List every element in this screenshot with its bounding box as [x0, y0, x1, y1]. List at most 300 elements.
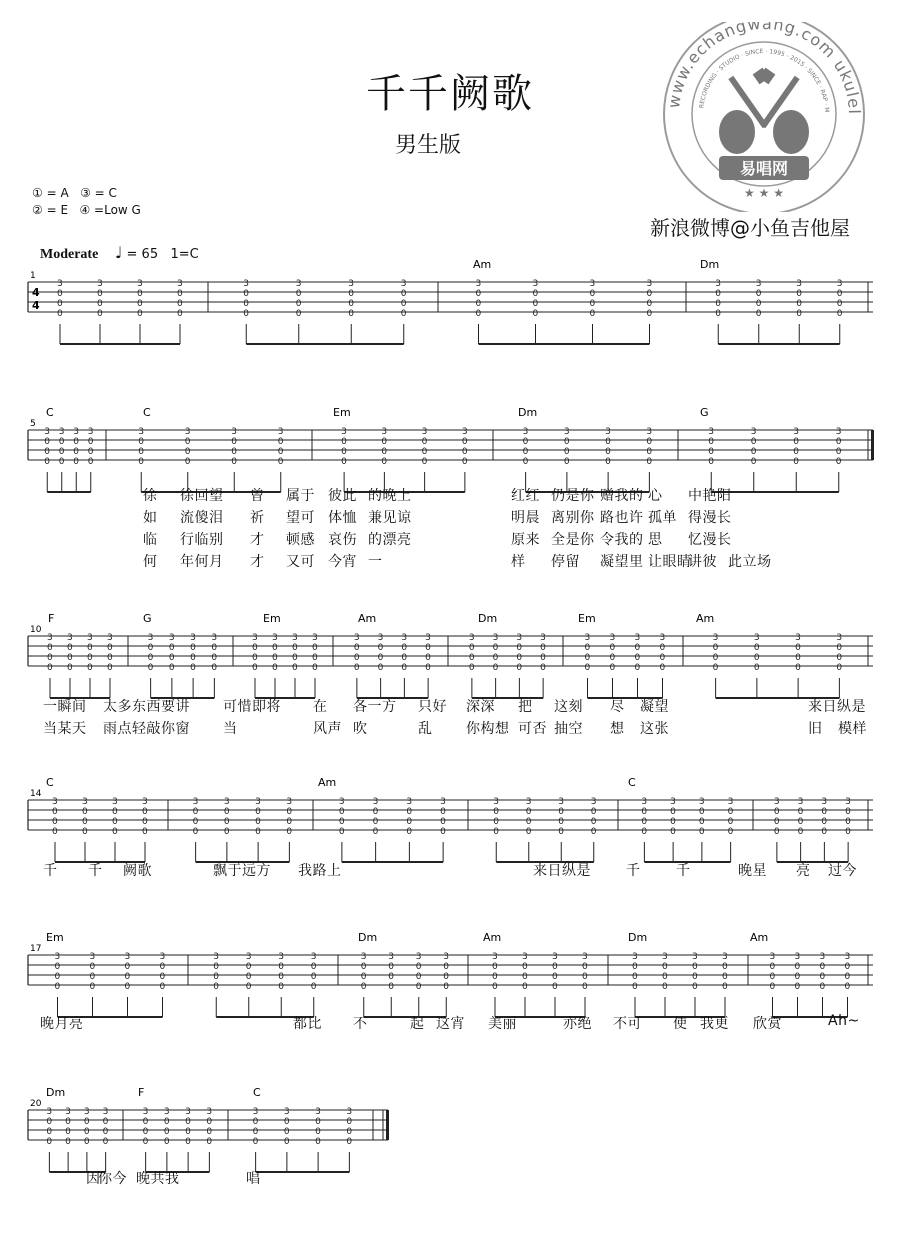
fret-number: 3 — [796, 279, 802, 289]
lyric-word: 忆漫长 — [688, 532, 732, 548]
fret-number: 0 — [348, 299, 354, 309]
fret-number: 0 — [255, 817, 261, 827]
fret-number: 0 — [177, 309, 183, 319]
fret-number: 0 — [185, 1127, 191, 1137]
fret-number: 0 — [835, 437, 842, 447]
fret-number: 0 — [821, 817, 828, 827]
fret-number: 0 — [245, 982, 252, 992]
fret-number: 0 — [605, 447, 611, 457]
fret-number: 0 — [184, 447, 191, 457]
lyric-word: 尽 — [610, 699, 625, 715]
fret-number: 0 — [58, 437, 65, 447]
fret-number: 3 — [52, 797, 58, 807]
fret-number: 0 — [338, 827, 345, 837]
fret-number: 3 — [552, 952, 558, 962]
fret-number: 0 — [310, 982, 317, 992]
fret-number: 0 — [381, 447, 388, 457]
tempo-bpm: = 65 — [126, 247, 159, 262]
tempo-label: Moderate — [40, 247, 99, 262]
fret-number: 3 — [159, 952, 166, 962]
fret-number: 0 — [836, 299, 843, 309]
lyric-word: 我路上 — [298, 863, 342, 879]
fret-number: 0 — [315, 1127, 321, 1137]
fret-number: 3 — [819, 952, 826, 962]
fret-number: 3 — [107, 633, 113, 643]
fret-number: 3 — [97, 279, 103, 289]
lyric-word: 赠我的 — [600, 488, 644, 504]
fret-number: 3 — [213, 952, 219, 962]
fret-number: 0 — [662, 972, 668, 982]
chord-name-Dm: Dm — [358, 931, 378, 944]
fret-number: 3 — [443, 952, 449, 962]
fret-number: 0 — [65, 1117, 71, 1127]
fret-number: 0 — [73, 457, 79, 467]
fret-number: 3 — [348, 279, 354, 289]
lyric-word: 又可 — [286, 554, 315, 570]
fret-number: 0 — [124, 972, 131, 982]
fret-number: 0 — [315, 1117, 321, 1127]
chord-name-Am: Am — [473, 258, 492, 271]
fret-number: 0 — [147, 653, 154, 663]
fret-number: 0 — [138, 447, 144, 457]
fret-number: 0 — [821, 807, 828, 817]
fret-number: 0 — [348, 289, 354, 299]
fret-number: 0 — [206, 1137, 213, 1147]
fret-number: 0 — [632, 972, 638, 982]
fret-number: 0 — [493, 817, 499, 827]
fret-number: 0 — [168, 643, 175, 653]
lyric-word: 使 — [673, 1016, 688, 1032]
fret-number: 3 — [493, 797, 499, 807]
fret-number: 0 — [292, 653, 298, 663]
fret-number: 3 — [632, 952, 638, 962]
fret-number: 3 — [558, 797, 564, 807]
fret-number: 0 — [292, 663, 298, 673]
lyric-word: 旧 — [808, 721, 823, 737]
lyric-word: 曾 — [250, 488, 265, 504]
fret-number: 0 — [492, 982, 498, 992]
fret-number: 3 — [794, 952, 801, 962]
fret-number: 0 — [605, 457, 611, 467]
fret-number: 0 — [341, 457, 347, 467]
fret-number: 0 — [57, 289, 63, 299]
lyric-word: 中艳阳 — [688, 488, 732, 504]
chord-name-C: C — [46, 406, 54, 419]
fret-number: 0 — [252, 643, 258, 653]
fret-number: 3 — [715, 279, 721, 289]
fret-number: 3 — [755, 279, 762, 289]
tab-system-14 — [28, 770, 873, 940]
fret-number: 3 — [492, 952, 498, 962]
fret-number: 0 — [796, 309, 802, 319]
fret-number: 3 — [406, 797, 413, 807]
fret-number: 0 — [845, 827, 851, 837]
fret-number: 0 — [190, 663, 196, 673]
fret-number: 0 — [584, 663, 591, 673]
chord-name-Am: Am — [483, 931, 502, 944]
fret-number: 0 — [184, 437, 191, 447]
lyric-word: 晚月亮 — [40, 1016, 84, 1032]
fret-number: 0 — [46, 1117, 53, 1127]
fret-number: 0 — [58, 457, 65, 467]
fret-number: 3 — [662, 952, 668, 962]
fret-number: 3 — [252, 633, 258, 643]
fret-number: 0 — [589, 309, 596, 319]
fret-number: 0 — [192, 817, 199, 827]
fret-number: 0 — [338, 817, 345, 827]
fret-number: 0 — [243, 299, 249, 309]
fret-number: 0 — [89, 962, 96, 972]
fret-number: 0 — [338, 807, 345, 817]
fret-number: 0 — [641, 817, 648, 827]
fret-number: 0 — [468, 663, 475, 673]
fret-number: 0 — [295, 299, 302, 309]
fret-number: 3 — [163, 1107, 170, 1117]
fret-number: 0 — [278, 972, 284, 982]
fret-number: 0 — [836, 653, 843, 663]
fret-number: 0 — [252, 653, 258, 663]
fret-number: 0 — [243, 289, 249, 299]
fret-number: 0 — [492, 972, 498, 982]
fret-number: 0 — [211, 653, 218, 663]
fret-number: 0 — [493, 807, 499, 817]
measure-number: 20 — [30, 1099, 42, 1109]
fret-number: 0 — [750, 457, 757, 467]
fret-number: 0 — [722, 982, 728, 992]
fret-number: 3 — [845, 797, 851, 807]
fret-number: 0 — [54, 972, 61, 982]
logo-url: www.echangwang.com ukulel — [664, 22, 865, 116]
fret-number: 3 — [65, 1107, 71, 1117]
fret-number: 0 — [632, 962, 638, 972]
fret-number: 0 — [47, 643, 53, 653]
fret-number: 0 — [634, 643, 641, 653]
fret-number: 0 — [796, 289, 802, 299]
fret-number: 0 — [87, 437, 94, 447]
staff-svg — [28, 1080, 398, 1250]
tab-system-1 — [28, 252, 873, 422]
fret-number: 3 — [522, 427, 529, 437]
fret-number: 0 — [836, 289, 843, 299]
lyric-word: 兼见谅 — [368, 510, 412, 526]
fret-number: 3 — [522, 952, 528, 962]
fret-number: 0 — [516, 643, 523, 653]
lyric-word: 来日纵是 — [808, 699, 866, 715]
fret-number: 0 — [277, 447, 284, 457]
fret-number: 0 — [377, 653, 384, 663]
fret-number: 0 — [47, 653, 53, 663]
fret-number: 0 — [292, 643, 298, 653]
fret-number: 0 — [142, 1117, 149, 1127]
fret-number: 0 — [57, 309, 63, 319]
fret-number: 0 — [632, 982, 638, 992]
fret-number: 0 — [58, 447, 65, 457]
lyric-word: 你今 — [98, 1171, 127, 1187]
final-barline — [386, 1110, 389, 1140]
fret-number: 0 — [795, 653, 801, 663]
fret-number: 0 — [381, 437, 388, 447]
chord-name-Dm: Dm — [46, 1086, 66, 1099]
lyric-word: 亦绝 — [563, 1016, 592, 1032]
fret-number: 0 — [278, 962, 284, 972]
fret-number: 0 — [142, 827, 148, 837]
fret-number: 3 — [836, 633, 843, 643]
fret-number: 0 — [609, 663, 616, 673]
fret-number: 0 — [582, 982, 588, 992]
fret-number: 3 — [400, 279, 407, 289]
lyric-word: 吹 — [353, 721, 368, 737]
fret-number: 0 — [231, 437, 237, 447]
chord-name-Dm: Dm — [700, 258, 720, 271]
chord-name-Am: Am — [750, 931, 769, 944]
fret-number: 3 — [353, 633, 360, 643]
fret-number: 0 — [213, 982, 219, 992]
fret-number: 0 — [192, 807, 199, 817]
fret-number: 0 — [794, 972, 801, 982]
fret-number: 0 — [231, 447, 237, 457]
fret-number: 3 — [750, 427, 757, 437]
fret-number: 0 — [590, 807, 597, 817]
fret-number: 0 — [563, 457, 570, 467]
lyric-word: 此立场 — [728, 554, 772, 570]
fret-number: 3 — [634, 633, 641, 643]
fret-number: 0 — [796, 299, 802, 309]
lyric-word: 流傻泪 — [180, 510, 224, 526]
fret-number: 0 — [708, 437, 714, 447]
fret-number: 0 — [147, 663, 154, 673]
fret-number: 0 — [443, 962, 449, 972]
fret-number: 0 — [46, 1127, 53, 1137]
fret-number: 3 — [245, 952, 252, 962]
fret-number: 0 — [190, 643, 196, 653]
fret-number: 0 — [522, 972, 528, 982]
fret-number: 0 — [138, 437, 144, 447]
fret-number: 0 — [255, 807, 261, 817]
fret-number: 0 — [67, 643, 73, 653]
fret-number: 0 — [589, 289, 596, 299]
fret-number: 0 — [584, 643, 591, 653]
fret-number: 0 — [563, 447, 570, 457]
fret-number: 0 — [97, 309, 103, 319]
fret-number: 0 — [753, 643, 760, 653]
fret-number: 0 — [836, 309, 843, 319]
fret-number: 0 — [516, 663, 523, 673]
fret-number: 0 — [769, 982, 776, 992]
fret-number: 0 — [401, 643, 408, 653]
fret-number: 0 — [272, 663, 278, 673]
lyric-word: 这张 — [640, 721, 669, 737]
fret-number: 0 — [54, 962, 61, 972]
fret-number: 0 — [659, 643, 666, 653]
fret-number: 3 — [243, 279, 249, 289]
chord-name-F: F — [48, 612, 55, 625]
fret-number: 0 — [372, 807, 379, 817]
fret-number: 0 — [406, 827, 413, 837]
fret-number: 0 — [82, 817, 88, 827]
fret-number: 0 — [522, 457, 529, 467]
echangwang-logo — [655, 22, 873, 212]
lyric-word: 哀伤 — [328, 532, 357, 548]
fret-number: 0 — [493, 827, 499, 837]
fret-number: 0 — [401, 663, 408, 673]
final-barline — [871, 430, 874, 460]
lyric-word: 都比 — [293, 1016, 322, 1032]
fret-number: 0 — [552, 962, 558, 972]
lyric-word: 祈 — [250, 510, 265, 526]
lyric-word: 令我的 — [600, 532, 644, 548]
fret-number: 0 — [112, 817, 118, 827]
lyric-word: Ah~ — [828, 1013, 860, 1029]
fret-number: 0 — [844, 962, 851, 972]
fret-number: 0 — [243, 309, 249, 319]
logo-brand: 易唱网 — [739, 159, 789, 178]
lyric-word: 在 — [313, 699, 328, 715]
fret-number: 0 — [52, 817, 58, 827]
fret-number: 0 — [255, 827, 261, 837]
lyric-word: 千 — [676, 863, 691, 879]
tab-system-5 — [28, 400, 873, 570]
fret-number: 3 — [231, 427, 237, 437]
fret-number: 0 — [310, 962, 317, 972]
fret-number: 0 — [107, 663, 113, 673]
lyric-word: 美丽 — [488, 1016, 517, 1032]
fret-number: 0 — [819, 982, 826, 992]
fret-number: 3 — [206, 1107, 213, 1117]
fret-number: 0 — [552, 982, 558, 992]
lyric-word: 今宵 — [328, 554, 357, 570]
lyric-word: 过今 — [828, 863, 857, 879]
fret-number: 0 — [532, 289, 539, 299]
fret-number: 0 — [295, 289, 302, 299]
fret-number: 0 — [492, 663, 499, 673]
lyric-word: 这刻 — [554, 699, 583, 715]
tab-system-10 — [28, 606, 873, 776]
fret-number: 0 — [147, 643, 154, 653]
fret-number: 0 — [341, 447, 347, 457]
fret-number: 0 — [522, 962, 528, 972]
fret-number: 3 — [44, 427, 50, 437]
fret-number: 3 — [821, 797, 828, 807]
fret-number: 0 — [83, 1127, 90, 1137]
fret-number: 0 — [722, 972, 728, 982]
lyric-word: 全是你 — [551, 532, 595, 548]
fret-number: 0 — [475, 309, 482, 319]
fret-number: 0 — [558, 807, 564, 817]
fret-number: 0 — [795, 643, 801, 653]
lyric-word: 路也许 — [600, 510, 644, 526]
fret-number: 0 — [159, 972, 166, 982]
fret-number: 0 — [54, 982, 61, 992]
fret-number: 0 — [558, 827, 564, 837]
weibo-credit: 新浪微博@小鱼吉他屋 — [650, 216, 850, 240]
tab-system-20 — [28, 1080, 873, 1250]
fret-number: 3 — [532, 279, 539, 289]
fret-number: 3 — [708, 427, 714, 437]
fret-number: 0 — [475, 299, 482, 309]
fret-number: 3 — [102, 1107, 109, 1117]
fret-number: 0 — [443, 972, 449, 982]
lyric-word: 让眼睛 — [648, 554, 692, 570]
fret-number: 3 — [89, 952, 96, 962]
fret-number: 0 — [769, 962, 776, 972]
fret-number: 3 — [185, 1107, 191, 1117]
lyric-word: 停留 — [551, 554, 580, 570]
fret-number: 0 — [177, 299, 183, 309]
fret-number: 0 — [461, 447, 468, 457]
fret-number: 0 — [252, 1117, 259, 1127]
fret-number: 0 — [310, 972, 317, 982]
lyric-word: 唱 — [246, 1171, 261, 1187]
fret-number: 0 — [87, 663, 93, 673]
fret-number: 0 — [646, 437, 653, 447]
fret-number: 0 — [421, 457, 428, 467]
fret-number: 3 — [286, 797, 293, 807]
fret-number: 0 — [698, 827, 705, 837]
lyric-word: 凝望里 — [600, 554, 644, 570]
lyric-word: 一 — [368, 554, 383, 570]
fret-number: 0 — [475, 289, 482, 299]
fret-number: 3 — [338, 797, 345, 807]
fret-number: 0 — [563, 437, 570, 447]
lyric-word: 千 — [88, 863, 103, 879]
lyric-word: 明晨 — [511, 510, 540, 526]
fret-number: 3 — [295, 279, 302, 289]
fret-number: 0 — [845, 807, 851, 817]
fret-number: 3 — [87, 633, 93, 643]
fret-number: 0 — [142, 1137, 149, 1147]
staff-svg — [28, 252, 883, 422]
fret-number: 0 — [245, 972, 252, 982]
fret-number: 3 — [836, 279, 843, 289]
lyric-word: 不可 — [613, 1016, 642, 1032]
fret-number: 0 — [177, 289, 183, 299]
fret-number: 0 — [97, 299, 103, 309]
fret-number: 0 — [252, 1127, 259, 1137]
fret-number: 0 — [797, 807, 804, 817]
fret-number: 0 — [425, 653, 431, 663]
fret-number: 0 — [440, 827, 446, 837]
lyric-word: 来日纵是 — [533, 863, 591, 879]
fret-number: 0 — [401, 653, 408, 663]
fret-number: 0 — [67, 653, 73, 663]
fret-number: 0 — [844, 982, 851, 992]
fret-number: 0 — [662, 982, 668, 992]
lyric-word: 雨点轻敲你窗 — [103, 721, 190, 737]
fret-number: 0 — [692, 962, 698, 972]
fret-number: 0 — [440, 817, 446, 827]
fret-number: 0 — [609, 653, 616, 663]
lyric-word: 如 — [143, 510, 158, 526]
lyric-word: 飘于远方 — [213, 863, 271, 879]
lyric-word: 当某天 — [43, 721, 87, 737]
fret-number: 0 — [286, 827, 293, 837]
fret-number: 0 — [794, 962, 801, 972]
fret-number: 3 — [797, 797, 804, 807]
fret-number: 0 — [540, 653, 546, 663]
tuning-4: ④ =Low G — [79, 203, 141, 217]
fret-number: 0 — [83, 1137, 90, 1147]
fret-number: 0 — [124, 962, 131, 972]
fret-number: 0 — [89, 972, 96, 982]
fret-number: 3 — [468, 633, 475, 643]
fret-number: 0 — [65, 1137, 71, 1147]
fret-number: 0 — [646, 299, 653, 309]
fret-number: 0 — [159, 982, 166, 992]
fret-number: 0 — [353, 643, 360, 653]
fret-number: 0 — [346, 1127, 353, 1137]
chord-name-C: C — [46, 776, 54, 789]
fret-number: 3 — [255, 797, 261, 807]
